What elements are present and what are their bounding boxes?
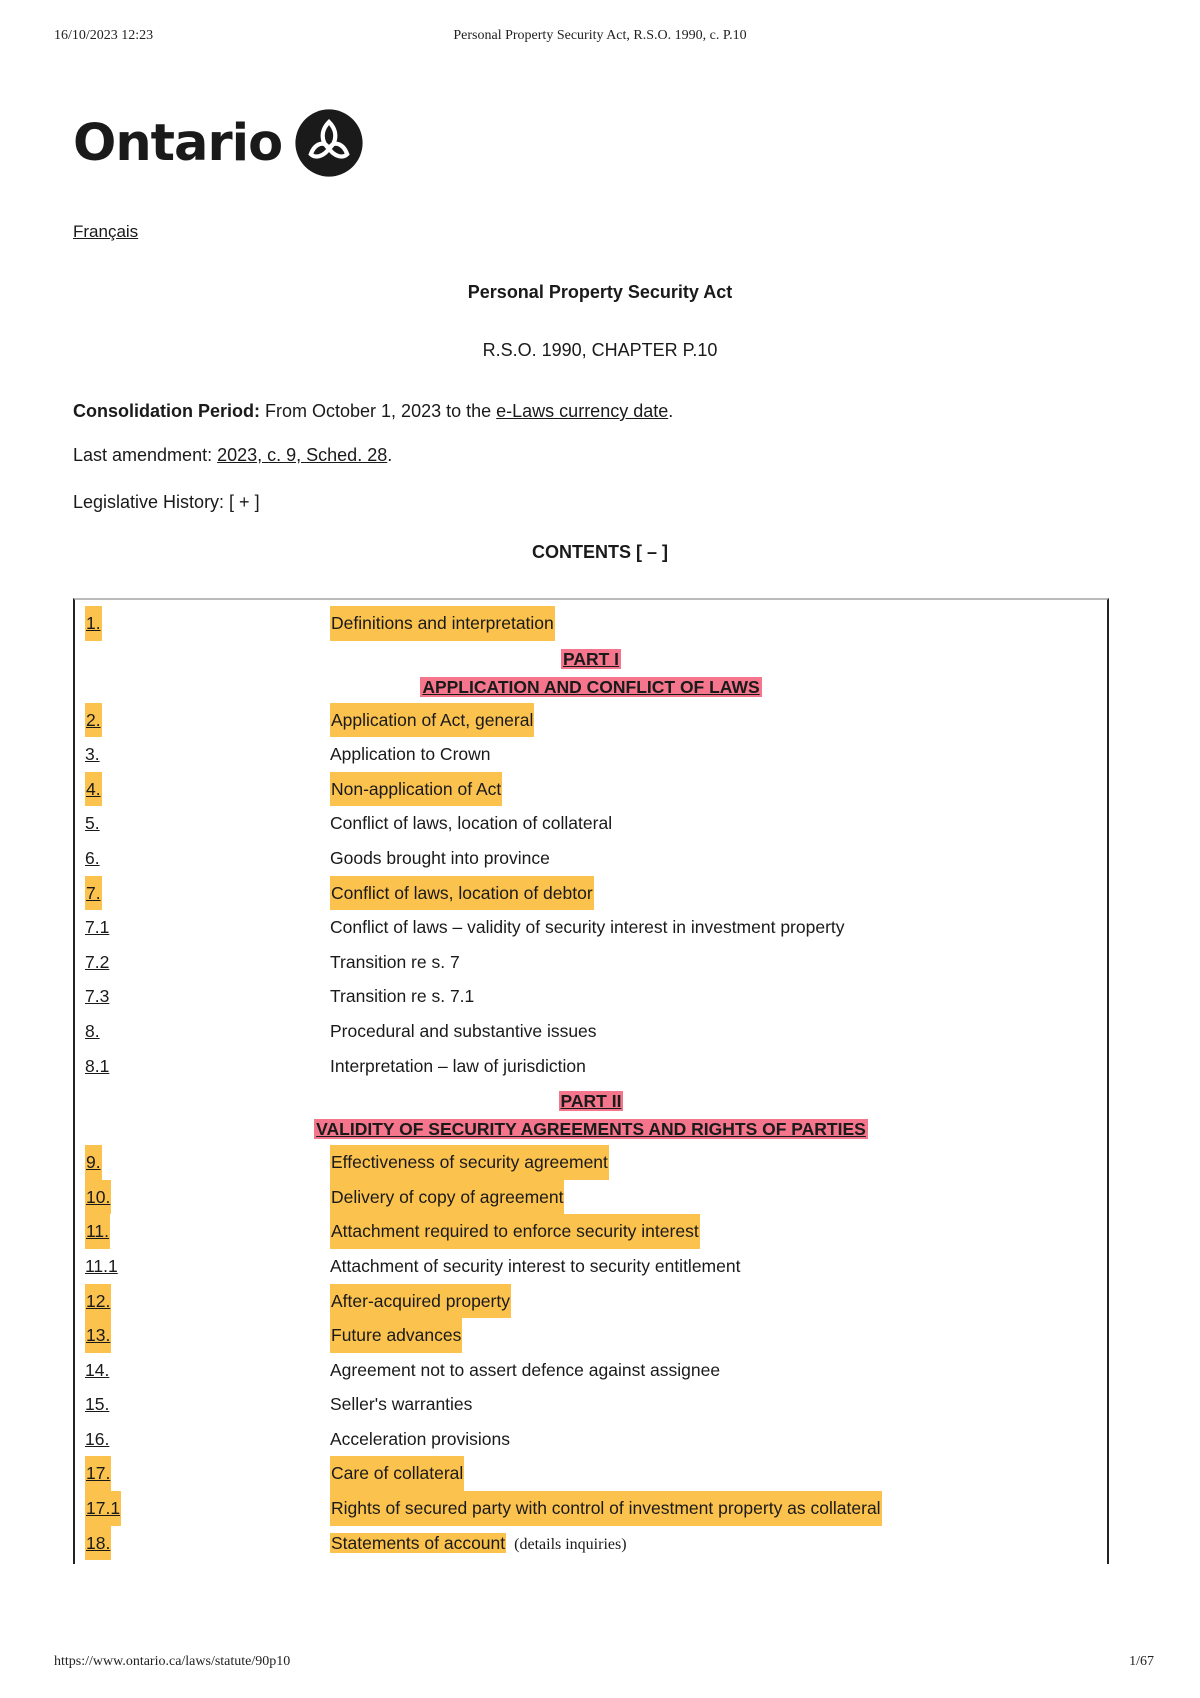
toc-section-link[interactable]: 15. xyxy=(85,1394,110,1415)
toc-section-title: Goods brought into province xyxy=(330,847,550,868)
toc-section-link[interactable]: 13. xyxy=(85,1318,111,1353)
toc-section-title: Conflict of laws, location of debtor xyxy=(330,876,594,911)
toc-section-link[interactable]: 7.1 xyxy=(85,917,110,938)
toc-row xyxy=(85,1422,1097,1457)
legislative-history-toggle[interactable]: Legislative History: [ + ] xyxy=(73,492,260,512)
consolidation-period xyxy=(73,401,673,422)
language-toggle-link[interactable]: Français xyxy=(73,222,139,241)
toc-row xyxy=(85,1145,1097,1180)
toc-section-title: Seller's warranties xyxy=(330,1394,473,1415)
toc-row xyxy=(85,979,1097,1014)
toc-row xyxy=(85,1180,1097,1215)
toc-section-link[interactable]: 11.1 xyxy=(85,1255,118,1276)
toc-section-title: Delivery of copy of agreement xyxy=(330,1180,564,1215)
contents-heading[interactable]: CONTENTS [ – ] xyxy=(531,542,668,562)
toc-section-title: Attachment of security interest to security entitlement xyxy=(330,1255,741,1276)
toc-section-link[interactable]: 7.3 xyxy=(85,986,110,1007)
toc-row xyxy=(85,1249,1097,1284)
toc-section-title: Statements of account xyxy=(331,1532,506,1553)
toc-section-title: Procedural and substantive issues xyxy=(330,1020,597,1041)
toc-section-link[interactable]: 18. xyxy=(85,1526,111,1561)
toc-row xyxy=(85,876,1097,911)
amendment-end: . xyxy=(387,445,393,465)
toc-section-link[interactable]: 17. xyxy=(85,1456,111,1491)
act-title: Personal Property Security Act xyxy=(467,282,733,302)
toc-row xyxy=(85,703,1097,738)
toc-group-part-1 xyxy=(85,703,1097,1084)
toc-row xyxy=(85,1456,1097,1491)
toc-section-title: Transition re s. 7 xyxy=(330,951,460,972)
toc-row xyxy=(85,1387,1097,1422)
table-of-contents xyxy=(73,598,1109,1564)
logo-wordmark: Ontario xyxy=(73,113,283,173)
toc-row xyxy=(85,910,1097,945)
toc-part-link[interactable]: PART II xyxy=(560,1091,622,1112)
toc-row xyxy=(85,1014,1097,1049)
toc-row xyxy=(85,1318,1097,1353)
toc-part-heading xyxy=(85,1087,1097,1143)
toc-group-part-2 xyxy=(85,1145,1097,1526)
toc-section-title: Non-application of Act xyxy=(330,772,502,807)
toc-row xyxy=(85,945,1097,980)
toc-section-title: Agreement not to assert defence against assignee xyxy=(330,1359,721,1380)
toc-section-title: Definitions and interpretation xyxy=(330,606,555,641)
toc-row xyxy=(85,737,1097,772)
toc-section-note: (details inquiries) xyxy=(514,1535,627,1553)
print-date: 16/10/2023 12:23 xyxy=(54,28,154,43)
toc-section-title: Transition re s. 7.1 xyxy=(330,986,475,1007)
toc-section-title: Acceleration provisions xyxy=(330,1428,510,1449)
toc-section-link[interactable]: 16. xyxy=(85,1428,110,1449)
act-chapter: R.S.O. 1990, CHAPTER P.10 xyxy=(482,340,718,360)
toc-section-link[interactable]: 7. xyxy=(85,876,102,911)
toc-row xyxy=(85,1491,1097,1526)
toc-section-link[interactable]: 6. xyxy=(85,847,100,868)
toc-section-link[interactable]: 11. xyxy=(85,1214,110,1249)
toc-section-title: Interpretation – law of jurisdiction xyxy=(330,1055,586,1076)
toc-section-link[interactable]: 2. xyxy=(85,703,102,738)
toc-row xyxy=(85,1526,1097,1561)
toc-section-title: Conflict of laws – validity of security interest in investment property xyxy=(330,917,845,938)
toc-part-heading xyxy=(85,645,1097,701)
toc-section-link[interactable]: 8.1 xyxy=(85,1055,110,1076)
toc-section-link[interactable]: 1. xyxy=(85,606,102,641)
toc-section-link[interactable]: 4. xyxy=(85,772,102,807)
toc-section-title: Attachment required to enforce security interest xyxy=(330,1214,700,1249)
toc-section-link[interactable]: 9. xyxy=(85,1145,102,1180)
last-amendment xyxy=(73,445,392,466)
consolidation-end: . xyxy=(668,401,674,421)
toc-section-link[interactable]: 17.1 xyxy=(85,1491,121,1526)
toc-row xyxy=(85,606,1097,641)
toc-section-title-wrap xyxy=(330,1526,627,1563)
amendment-link[interactable]: 2023, c. 9, Sched. 28 xyxy=(217,445,388,465)
toc-section-title: Conflict of laws, location of collateral xyxy=(330,813,613,834)
print-url: https://www.ontario.ca/laws/statute/90p10 xyxy=(54,1654,291,1669)
ontario-trillium-icon xyxy=(294,108,364,178)
toc-section-title: Care of collateral xyxy=(330,1456,464,1491)
toc-row xyxy=(85,806,1097,841)
toc-section-title: Application of Act, general xyxy=(330,703,534,738)
amendment-label: Last amendment: xyxy=(73,445,213,465)
toc-part-title-link[interactable]: APPLICATION AND CONFLICT OF LAWS xyxy=(422,676,760,697)
toc-section-link[interactable]: 12. xyxy=(85,1284,111,1319)
toc-row xyxy=(85,841,1097,876)
toc-section-link[interactable]: 5. xyxy=(85,813,100,834)
toc-row xyxy=(85,1353,1097,1388)
ontario-logo[interactable] xyxy=(73,108,364,178)
toc-section-link[interactable]: 8. xyxy=(85,1020,100,1041)
toc-section-link[interactable]: 14. xyxy=(85,1359,110,1380)
toc-section-title: After-acquired property xyxy=(330,1284,511,1319)
toc-section-link[interactable]: 3. xyxy=(85,744,100,765)
consolidation-text: From October 1, 2023 to the xyxy=(265,401,492,421)
currency-date-link[interactable]: e-Laws currency date xyxy=(496,401,669,421)
consolidation-label: Consolidation Period: xyxy=(73,401,260,421)
toc-section-title: Future advances xyxy=(330,1318,462,1353)
toc-part-title-link[interactable]: VALIDITY OF SECURITY AGREEMENTS AND RIGHTS OF PARTIES xyxy=(316,1119,866,1140)
toc-row xyxy=(85,1049,1097,1084)
toc-row xyxy=(85,1284,1097,1319)
print-page-title: Personal Property Security Act, R.S.O. 1990, c. P.10 xyxy=(453,28,747,43)
toc-section-link[interactable]: 10. xyxy=(85,1180,111,1215)
toc-row xyxy=(85,1214,1097,1249)
toc-section-title: Rights of secured party with control of investment property as collateral xyxy=(330,1491,882,1526)
toc-part-link[interactable]: PART I xyxy=(562,648,620,669)
toc-row xyxy=(85,772,1097,807)
toc-section-link[interactable]: 7.2 xyxy=(85,951,110,972)
print-page-number: 1/67 xyxy=(1129,1654,1154,1669)
toc-section-title: Effectiveness of security agreement xyxy=(330,1145,609,1180)
toc-section-title: Application to Crown xyxy=(330,744,491,765)
